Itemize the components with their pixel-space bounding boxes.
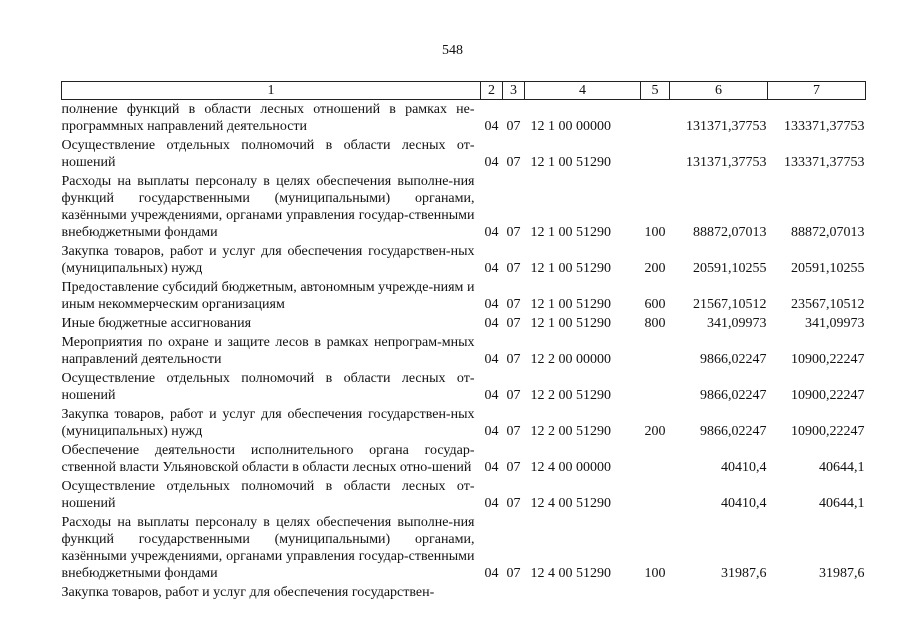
row-cell-c2: 04 <box>484 155 499 170</box>
row-cell-c7: 341,09973 <box>805 316 865 331</box>
row-cell-c6: 20591,10255 <box>693 261 767 276</box>
row-description: Иные бюджетные ассигнования <box>61 316 252 331</box>
row-cell-c3: 07 <box>506 316 521 331</box>
row-cell-c7: 133371,37753 <box>784 119 865 134</box>
table-row <box>62 242 866 278</box>
row-cell-c6: 88872,07013 <box>693 225 767 240</box>
row-cell-c7 <box>768 583 866 602</box>
row-cell-c2: 04 <box>484 496 499 511</box>
row-cell-c3: 07 <box>506 119 521 134</box>
row-cell-c5 <box>641 441 670 477</box>
table-row <box>62 172 866 242</box>
row-cell-c5 <box>641 583 670 602</box>
row-cell-c6: 31987,6 <box>721 566 767 581</box>
row-cell-c5 <box>641 333 670 369</box>
row-cell-c7: 10900,22247 <box>791 352 865 367</box>
row-cell-c2: 04 <box>484 424 499 439</box>
row-cell-c4: 12 1 00 00000 <box>530 119 611 134</box>
row-cell-c3: 07 <box>506 496 521 511</box>
row-cell-c5 <box>641 477 670 513</box>
page-number: 548 <box>442 43 463 58</box>
row-description: Предоставление субсидий бюджетным, автономным учрежде-ниям и иным некоммерческим организациям <box>61 280 475 312</box>
table-header-row <box>62 82 866 100</box>
row-description: Осуществление отдельных полномочий в области лесных от-ношений <box>61 479 475 511</box>
table-row <box>62 314 866 333</box>
row-cell-c5 <box>641 100 670 137</box>
budget-table <box>61 81 866 602</box>
header-col-3: 3 <box>503 82 525 100</box>
row-cell-c5: 100 <box>644 566 666 581</box>
row-description: Осуществление отдельных полномочий в области лесных от-ношений <box>61 138 475 170</box>
row-cell-c7: 40644,1 <box>819 496 865 511</box>
table-row <box>62 405 866 441</box>
table-row <box>62 136 866 172</box>
row-cell-c4: 12 1 00 51290 <box>530 261 611 276</box>
table-row <box>62 369 866 405</box>
row-cell-c2 <box>481 583 503 602</box>
row-cell-c2: 04 <box>484 261 499 276</box>
row-cell-c5: 200 <box>644 424 666 439</box>
row-cell-c4: 12 2 00 51290 <box>530 388 611 403</box>
row-cell-c2: 04 <box>484 225 499 240</box>
row-cell-c4 <box>525 583 641 602</box>
row-cell-c7: 20591,10255 <box>791 261 865 276</box>
row-cell-c7: 10900,22247 <box>791 388 865 403</box>
row-cell-c6: 9866,02247 <box>700 424 767 439</box>
row-cell-c4: 12 1 00 51290 <box>530 316 611 331</box>
table-body <box>62 100 866 603</box>
row-cell-c2: 04 <box>484 460 499 475</box>
row-cell-c7: 88872,07013 <box>791 225 865 240</box>
row-cell-c5: 600 <box>644 297 666 312</box>
row-cell-c3 <box>503 583 525 602</box>
row-cell-c3: 07 <box>506 352 521 367</box>
row-cell-c3: 07 <box>506 155 521 170</box>
row-cell-c4: 12 1 00 51290 <box>530 297 611 312</box>
row-cell-c3: 07 <box>506 297 521 312</box>
row-cell-c6 <box>670 583 768 602</box>
row-cell-c3: 07 <box>506 225 521 240</box>
row-cell-c7: 133371,37753 <box>784 155 865 170</box>
row-cell-c4: 12 2 00 51290 <box>530 424 611 439</box>
row-description: Расходы на выплаты персоналу в целях обеспечения выполне-ния функций государственными (муниципальными) органами, казёнными учреждениями, органами управления государ-ственными внебюджетными фондами <box>61 174 475 240</box>
table-row <box>62 583 866 602</box>
row-description: Расходы на выплаты персоналу в целях обеспечения выполне-ния функций государственными (муниципальными) органами, казёнными учреждениями, органами управления государ-ственными внебюджетными фондами <box>61 515 475 581</box>
header-col-2: 2 <box>481 82 503 100</box>
row-cell-c6: 341,09973 <box>707 316 767 331</box>
table-row <box>62 278 866 314</box>
row-cell-c2: 04 <box>484 352 499 367</box>
row-cell-c4: 12 4 00 00000 <box>530 460 611 475</box>
row-cell-c4: 12 4 00 51290 <box>530 566 611 581</box>
row-cell-c6: 9866,02247 <box>700 352 767 367</box>
row-description: Закупка товаров, работ и услуг для обеспечения государствен-ных (муниципальных) нужд <box>61 244 475 276</box>
table-row <box>62 100 866 137</box>
row-description: Мероприятия по охране и защите лесов в рамках непрограм-мных направлений деятельности <box>61 335 475 367</box>
row-cell-c2: 04 <box>484 119 499 134</box>
row-description: полнение функций в области лесных отношений в рамках не-программных направлений деятельности <box>61 102 475 134</box>
table-row <box>62 441 866 477</box>
row-cell-c3: 07 <box>506 460 521 475</box>
row-description: Осуществление отдельных полномочий в области лесных от-ношений <box>61 371 475 403</box>
header-col-6: 6 <box>670 82 768 100</box>
row-cell-c7: 40644,1 <box>819 460 865 475</box>
row-cell-c7: 31987,6 <box>819 566 865 581</box>
row-cell-c2: 04 <box>484 388 499 403</box>
row-cell-c3: 07 <box>506 566 521 581</box>
row-cell-c6: 40410,4 <box>721 460 767 475</box>
row-description: Закупка товаров, работ и услуг для обеспечения государствен- <box>61 585 435 600</box>
row-cell-c5 <box>641 136 670 172</box>
table-row <box>62 333 866 369</box>
row-cell-c6: 131371,37753 <box>686 119 767 134</box>
row-cell-c7: 23567,10512 <box>791 297 865 312</box>
row-cell-c2: 04 <box>484 316 499 331</box>
row-description: Закупка товаров, работ и услуг для обеспечения государствен-ных (муниципальных) нужд <box>61 407 475 439</box>
row-cell-c4: 12 4 00 51290 <box>530 496 611 511</box>
row-cell-c2: 04 <box>484 566 499 581</box>
row-cell-c3: 07 <box>506 388 521 403</box>
row-cell-c3: 07 <box>506 261 521 276</box>
row-cell-c5 <box>641 369 670 405</box>
row-cell-c7: 10900,22247 <box>791 424 865 439</box>
row-cell-c3: 07 <box>506 424 521 439</box>
row-cell-c4: 12 2 00 00000 <box>530 352 611 367</box>
row-cell-c5: 100 <box>644 225 666 240</box>
table-row <box>62 477 866 513</box>
row-cell-c4: 12 1 00 51290 <box>530 155 611 170</box>
row-cell-c6: 9866,02247 <box>700 388 767 403</box>
row-cell-c4: 12 1 00 51290 <box>530 225 611 240</box>
row-cell-c6: 21567,10512 <box>693 297 767 312</box>
header-col-4: 4 <box>525 82 641 100</box>
row-description: Обеспечение деятельности исполнительного органа государ-ственной власти Ульяновской области в области лесных отно-шений <box>61 443 475 475</box>
row-cell-c6: 40410,4 <box>721 496 767 511</box>
header-col-7: 7 <box>768 82 866 100</box>
table-row <box>62 513 866 583</box>
header-col-5: 5 <box>641 82 670 100</box>
row-cell-c6: 131371,37753 <box>686 155 767 170</box>
row-cell-c2: 04 <box>484 297 499 312</box>
header-col-1: 1 <box>62 82 481 100</box>
row-cell-c5: 200 <box>644 261 666 276</box>
row-cell-c5: 800 <box>644 316 666 331</box>
